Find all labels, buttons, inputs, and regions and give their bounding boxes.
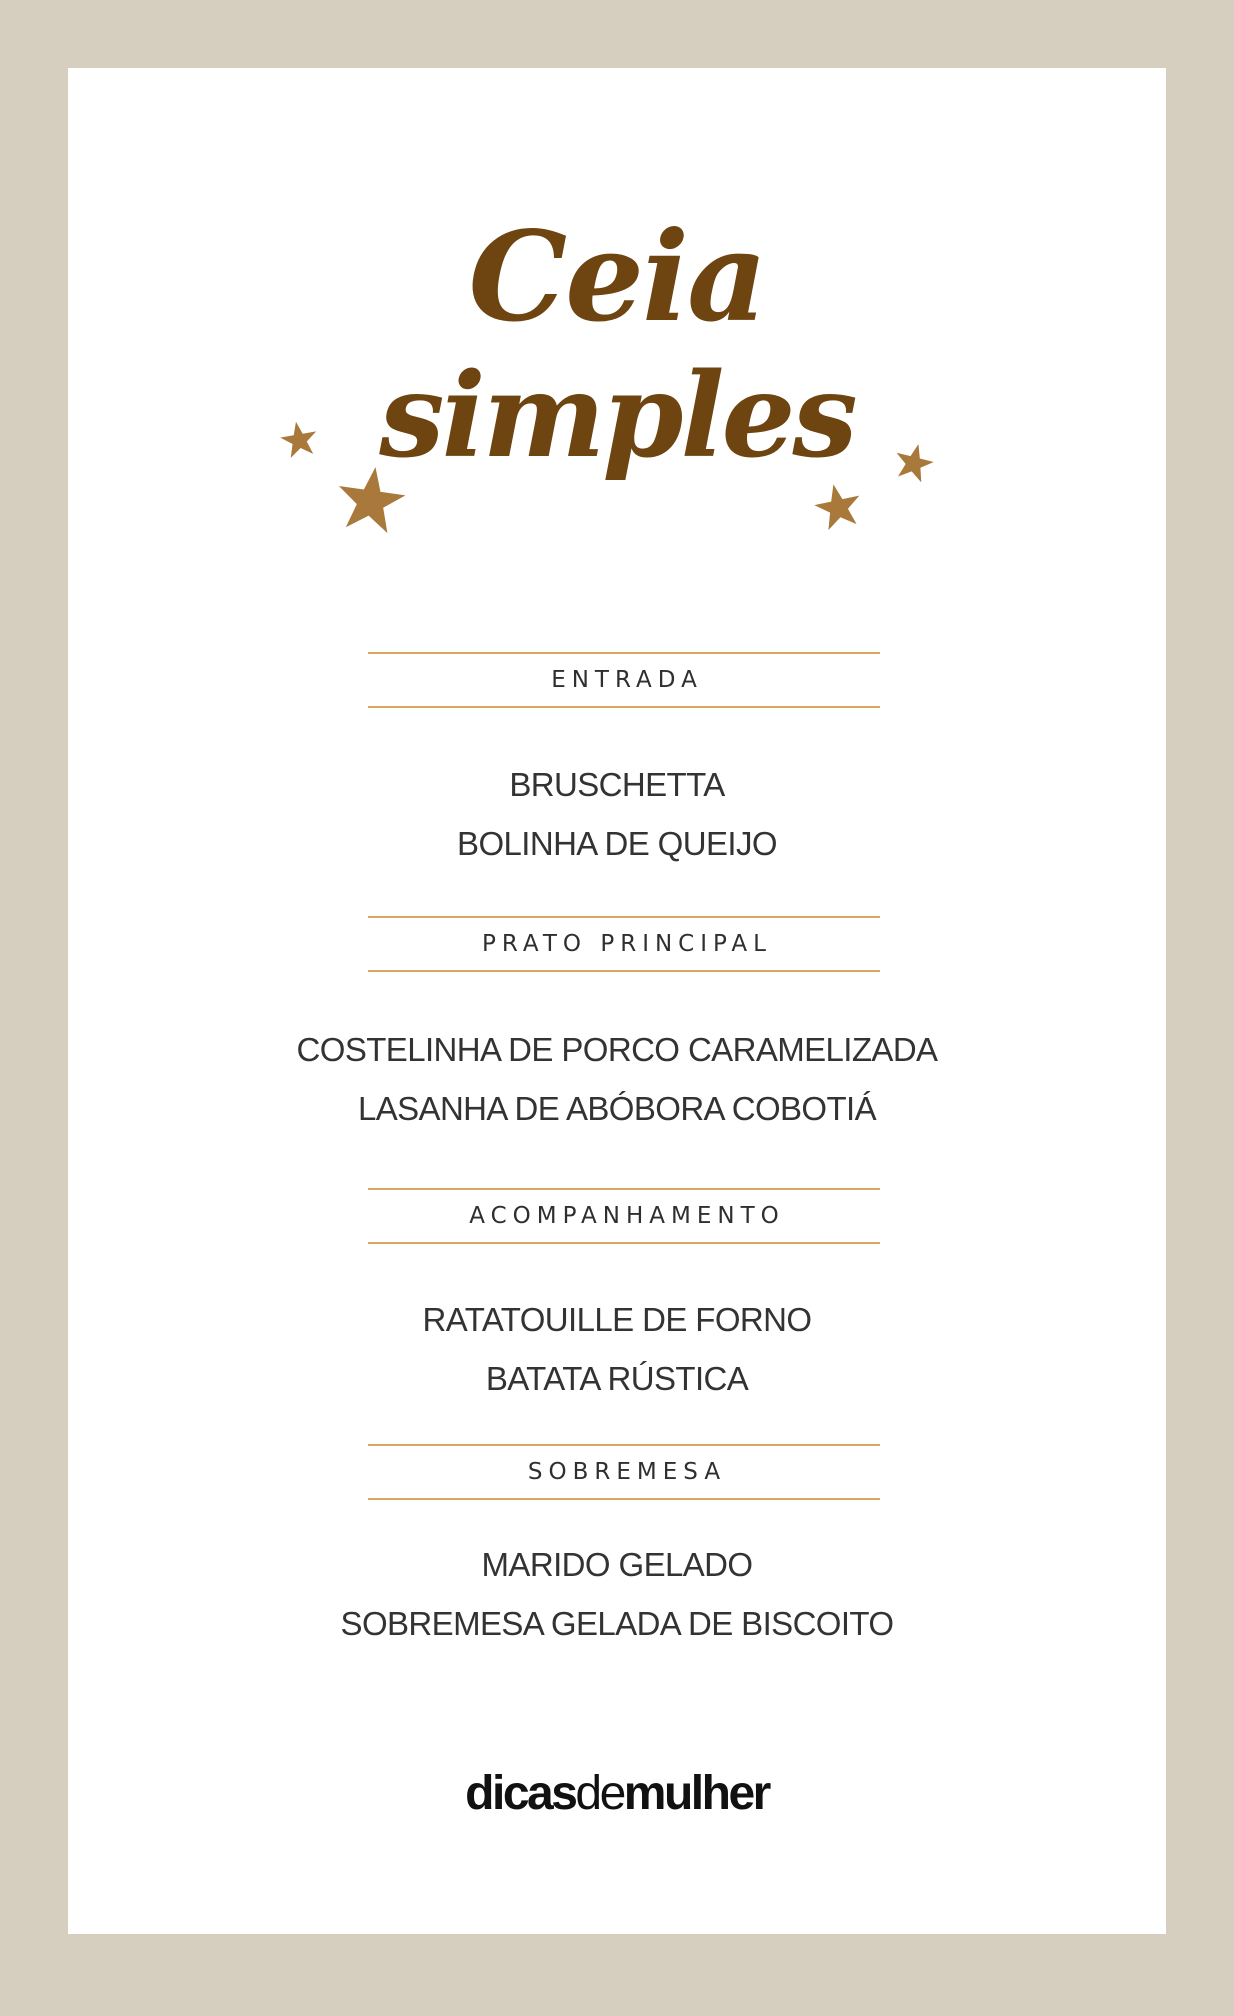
section-label: ENTRADA (551, 666, 703, 693)
menu-card (68, 68, 1166, 1934)
section-header-entrada (368, 652, 880, 708)
menu-item: BATATA RÚSTICA (485, 1360, 749, 1397)
menu-item: RATATOUILLE DE FORNO (422, 1301, 812, 1338)
section-label: ACOMPANHAMENTO (469, 1202, 785, 1229)
logo-part-mulher: mulher (623, 1767, 769, 1820)
logo-part-dicas: dicas (465, 1767, 576, 1820)
star-icon (894, 442, 934, 482)
logo-part-de: de (575, 1767, 624, 1820)
section-label: PRATO PRINCIPAL (482, 930, 772, 957)
section-header-acompanhamento (368, 1188, 880, 1244)
menu-item: BRUSCHETTA (509, 766, 725, 803)
menu-item: COSTELINHA DE PORCO CARAMELIZADA (296, 1031, 938, 1068)
menu-item: BOLINHA DE QUEIJO (457, 825, 777, 862)
title-line-1: Ceia (468, 205, 766, 350)
section-header-prato-principal (368, 916, 880, 972)
section-label: SOBREMESA (527, 1458, 727, 1485)
star-icon (814, 482, 862, 530)
brand-logo (68, 1767, 1166, 1820)
title-line-2: simples (379, 348, 855, 484)
star-icon (280, 420, 318, 458)
menu-item: MARIDO GELADO (481, 1546, 753, 1583)
menu-item: LASANHA DE ABÓBORA COBOTIÁ (357, 1090, 877, 1127)
section-header-sobremesa (368, 1444, 880, 1500)
menu-item: SOBREMESA GELADA DE BISCOITO (340, 1605, 894, 1642)
star-icon (336, 464, 406, 534)
